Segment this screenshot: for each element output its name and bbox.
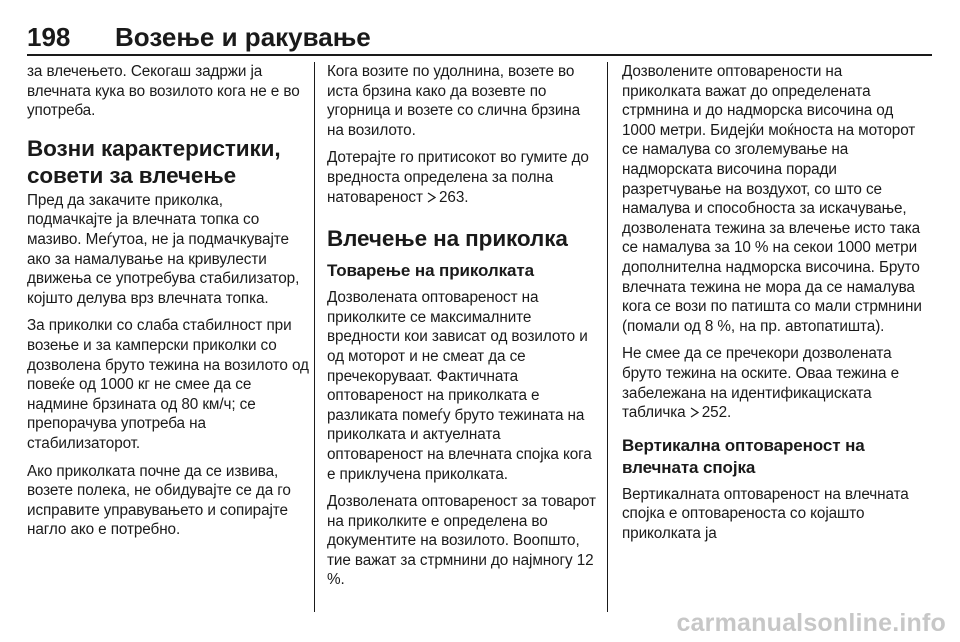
section-heading: Влечење на приколка xyxy=(327,226,568,252)
column-divider-1 xyxy=(314,62,315,612)
paragraph: Дозволената оптовареност на приколките се максималните вредности кои зависат од возилото и од моторот и не смеат да се пречекоруваат. Фактичната оптовареност на приколката е разликата помеѓу бруто тежината на приколката и актуелната оптовареност на влечната спојка кога е приклучена приколката. xyxy=(327,289,592,483)
page-reference-arrow-icon xyxy=(690,404,699,415)
watermark: carmanualsonline.info xyxy=(676,609,946,637)
paragraph-text: Дотерајте го притисокот во гумите до вредноста определена за полна натовареност xyxy=(327,149,589,206)
page-reference-arrow-icon xyxy=(427,189,436,200)
column-1 xyxy=(27,62,310,548)
subsection-heading: Товарење на приколката xyxy=(327,261,534,281)
column-divider-2 xyxy=(607,62,608,612)
paragraph: Пред да закачите приколка, подмачкајте ја влечната топка со мазиво. Меѓутоа, не ја подмачкувајте ако за намалување на кривулести движења се употребува стабилизатор, којшто делува врз влечната топка. xyxy=(27,191,300,307)
paragraph: Вертикалната оптовареност на влечната спојка е оптовареноста со којашто приколката ја xyxy=(622,485,909,542)
page-reference-link[interactable]: 252. xyxy=(701,404,732,422)
paragraph-with-reference xyxy=(327,148,599,207)
page-header xyxy=(27,22,371,52)
section-heading: Возни карактеристики, совети за влечење xyxy=(27,135,281,188)
paragraph: Ако приколката почне да се извива, возете полека, не обидувајте се да го исправите управувањето и сопирајте нагло ако е потребно. xyxy=(27,462,291,539)
paragraph: Дозволените оптоварености на приколката важат до определената стрмнина и до надморска височина од 1000 метри. Бидејќи моќноста на моторот се намалува со зголемување на надморската височина поради разретчување на воздухот, со што се намалува и способноста за искачување, дозволената тежина за влечење исто така се намалува за 10 % на секои 1000 метри дополнителна надморска височина. Бруто влечната тежина не мора да се намалува кога се вози по патишта со мали стрмнини (помали од 8 %, на пр. автопатишта). xyxy=(622,63,922,335)
column-3 xyxy=(622,62,922,551)
subsection-heading: Вертикална оптовареност на влечната спојка xyxy=(622,435,865,477)
chapter-title: Возење и ракување xyxy=(115,22,371,52)
paragraph-with-reference xyxy=(622,344,922,422)
paragraph: за влечењето. Секогаш задржи ја влечната кука во возилото кога не е во употреба. xyxy=(27,63,300,120)
paragraph: Кога возите по удолнина, возете во иста брзина како да возевте по угорница и возете со слична брзина на возилото. xyxy=(327,63,581,139)
header-rule xyxy=(27,54,932,56)
paragraph: За приколки со слаба стабилност при возење и за камперски приколки со дозволена бруто тежина на возилото од повеќе од 1000 кг не смее да се надмине брзината од 80 км/ч; се препорачува употреба на стабилизаторот. xyxy=(27,317,309,452)
paragraph-text: Не смее да се пречекори дозволената бруто тежина на оските. Оваа тежина е забележана на идентификациската табличка xyxy=(622,345,900,422)
column-2 xyxy=(327,62,599,598)
paragraph: Дозволената оптовареност за товарот на приколките е определена во документите на возилото. Воопшто, тие важат за стрмнини до најмногу 12 %. xyxy=(327,493,596,589)
page-number: 198 xyxy=(27,22,71,52)
page-reference-link[interactable]: 263. xyxy=(439,188,469,206)
